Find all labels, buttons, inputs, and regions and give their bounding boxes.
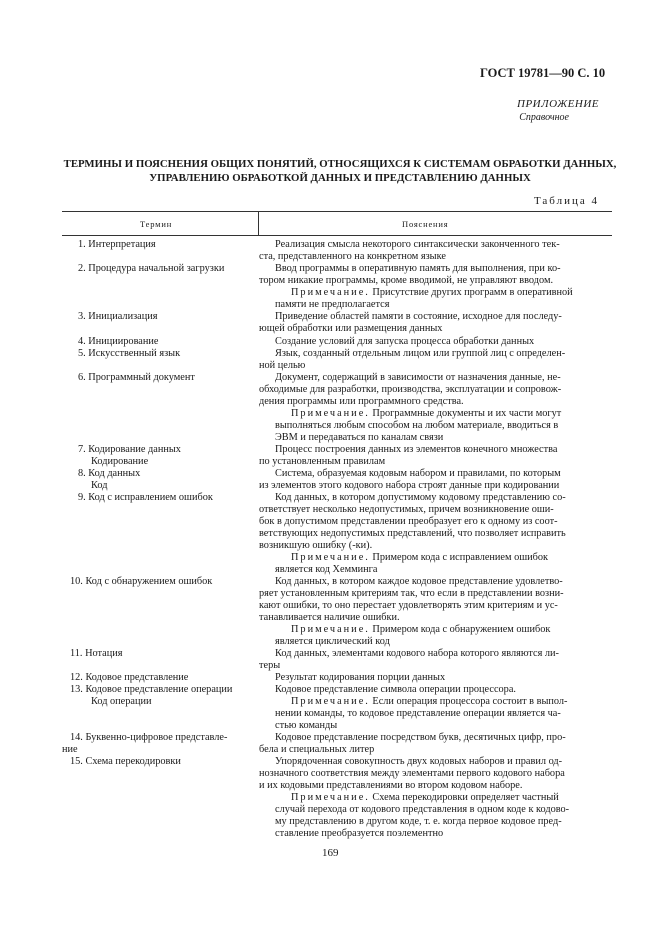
explanation-line: ответствует несколько недопустимых, причем возникновение оши- [259, 504, 554, 515]
note-line [291, 552, 548, 564]
term-entry: 8. Код данных [78, 468, 141, 479]
explanation-line: Кодовое представление посредством букв, десятичных цифр, про- [275, 732, 566, 743]
document-title: ТЕРМИНЫ И ПОЯСНЕНИЯ ОБЩИХ ПОНЯТИЙ, ОТНОСЯЩИХСЯ К СИСТЕМАМ ОБРАБОТКИ ДАННЫХ, УПРАВЛЕНИЮ ОБРАБОТКОЙ ДАННЫХ И ПРЕДСТАВЛЕНИЮ ДАННЫХ [63, 158, 617, 184]
note-line: ЭВМ и передаваться по каналам связи [275, 432, 444, 443]
explanation-column-header: Пояснения [402, 219, 449, 229]
note-line [291, 408, 561, 420]
term-entry-continuation: ние [62, 744, 78, 755]
term-entry: 7. Кодирование данных [78, 444, 181, 455]
term-entry: 1. Интерпретация [78, 239, 156, 250]
table-header-rule [62, 235, 612, 236]
note-line: ставление преобразуется поэлементно [275, 828, 444, 839]
explanation-line: обходимые для разработки, производства, эксплуатации и сопровож- [259, 384, 562, 395]
term-entry: 9. Код с исправлением ошибок [78, 492, 213, 503]
term-synonym: Код [91, 480, 108, 491]
explanation-line: Процесс построения данных из элементов конечного множества [275, 444, 558, 455]
term-entry: 13. Кодовое представление операции [70, 684, 233, 695]
term-entry: 14. Буквенно-цифровое представле- [70, 732, 228, 743]
note-line [291, 287, 573, 299]
appendix-reference: Справочное [519, 112, 569, 123]
standard-header: ГОСТ 19781—90 С. 10 [480, 66, 606, 80]
explanation-line: ветствующих недопустимых представлений, что позволяет исправить [259, 528, 566, 539]
explanation-line: ющей обработки или размещения данных [259, 323, 443, 334]
explanation-line: Документ, содержащий в зависимости от назначения данные, не- [275, 372, 561, 383]
explanation-line: ста, представленного на конкретном языке [259, 251, 446, 262]
note-label: Примечание. [291, 792, 370, 803]
note-text: Схема перекодировки определяет частный [372, 792, 559, 803]
note-line: нении команды, то кодовое представление операции является ча- [275, 708, 561, 719]
term-entry: 5. Искусственный язык [78, 348, 181, 359]
note-line: му представлению в другом коде, т. е. когда первое кодовое пред- [275, 816, 562, 827]
explanation-line: Система, образуемая кодовым набором и правилами, по которым [275, 468, 561, 479]
explanation-line: нозначного соответствия между элементами первого кодового набора [259, 768, 565, 779]
note-line [291, 792, 559, 804]
explanation-line: и их кодовыми представлениями во втором кодовом наборе. [259, 780, 523, 791]
note-text: Присутствие других программ в оперативной [372, 287, 573, 298]
explanation-line: Код данных, в котором допустимому кодовому представлению со- [275, 492, 566, 503]
explanation-line: ной целью [259, 360, 306, 371]
explanation-line: возникшую ошибку (-ки). [259, 540, 373, 551]
note-line: стью команды [275, 720, 338, 731]
term-entry: 4. Инициирование [78, 336, 159, 347]
note-label: Примечание. [291, 287, 370, 298]
table-number: Таблица 4 [533, 195, 599, 207]
explanation-line: Код данных, в котором каждое кодовое представление удовлетво- [275, 576, 563, 587]
note-text: Примером кода с обнаружением ошибок [372, 624, 551, 635]
term-entry: 11. Нотация [70, 648, 123, 659]
explanation-line: Кодовое представление символа операции процессора. [275, 684, 516, 695]
note-line [291, 624, 550, 636]
note-text: Примером кода с исправлением ошибок [372, 552, 549, 563]
note-label: Примечание. [291, 624, 370, 635]
explanation-line: теры [259, 660, 281, 671]
note-text: Если операция процессора состоит в выпол- [372, 696, 568, 707]
explanation-line: по установленным правилам [259, 456, 386, 467]
note-text: Программные документы и их части могут [372, 408, 562, 419]
explanation-line: Упорядоченная совокупность двух кодовых наборов и правил од- [275, 756, 563, 767]
column-divider [258, 211, 259, 235]
explanation-line: Ввод программы в оперативную память для выполнения, при ко- [275, 263, 561, 274]
note-label: Примечание. [291, 552, 370, 563]
term-entry: 6. Программный документ [78, 372, 195, 383]
explanation-line: бок в допустимом представлении преобразует его к одному из соот- [259, 516, 558, 527]
term-column-header: Термин [140, 219, 173, 229]
note-line: случай перехода от кодового представления в одном коде к кодово- [275, 804, 570, 815]
note-label: Примечание. [291, 408, 370, 419]
explanation-line: танавливается наличие ошибки. [259, 612, 400, 623]
term-entry: 3. Инициализация [78, 311, 158, 322]
explanation-line: Реализация смысла некоторого синтаксически законченного тек- [275, 239, 560, 250]
term-entry: 2. Процедура начальной загрузки [78, 263, 225, 274]
table-top-rule [62, 211, 612, 212]
note-line: памяти не предполагается [275, 299, 390, 310]
note-line: является код Хемминга [275, 564, 378, 575]
note-line: является циклический код [275, 636, 390, 647]
term-entry: 12. Кодовое представление [70, 672, 189, 683]
appendix-label: ПРИЛОЖЕНИЕ [517, 98, 599, 110]
explanation-line: Приведение областей памяти в состояние, исходное для последу- [275, 311, 562, 322]
explanation-line: ряет установленным критериям так, что если в представлении возни- [259, 588, 564, 599]
note-line [291, 696, 567, 708]
explanation-line: из элементов этого кодового набора строят данные при кодировании [259, 480, 560, 491]
note-label: Примечание. [291, 696, 370, 707]
explanation-line: Язык, созданный отдельным лицом или группой лиц с определен- [275, 348, 566, 359]
explanation-line: бела и специальных литер [259, 744, 375, 755]
term-entry: 15. Схема перекодировки [70, 756, 181, 767]
page-number: 169 [322, 847, 339, 859]
note-line: выполняться любым способом на любом материале, вводиться в [275, 420, 559, 431]
explanation-line: тором никакие программы, кроме вводимой, не управляют вводом. [259, 275, 554, 286]
explanation-line: Результат кодирования порции данных [275, 672, 446, 683]
term-synonym: Кодирование [91, 456, 149, 467]
term-entry: 10. Код с обнаружением ошибок [70, 576, 213, 587]
explanation-line: Код данных, элементами кодового набора которого являются ли- [275, 648, 559, 659]
term-synonym: Код операции [91, 696, 152, 707]
explanation-line: кают ошибки, то оно перестает удовлетворять этим критериям и ус- [259, 600, 558, 611]
explanation-line: Создание условий для запуска процесса обработки данных [275, 336, 535, 347]
explanation-line: дения программы или программного средства. [259, 396, 464, 407]
